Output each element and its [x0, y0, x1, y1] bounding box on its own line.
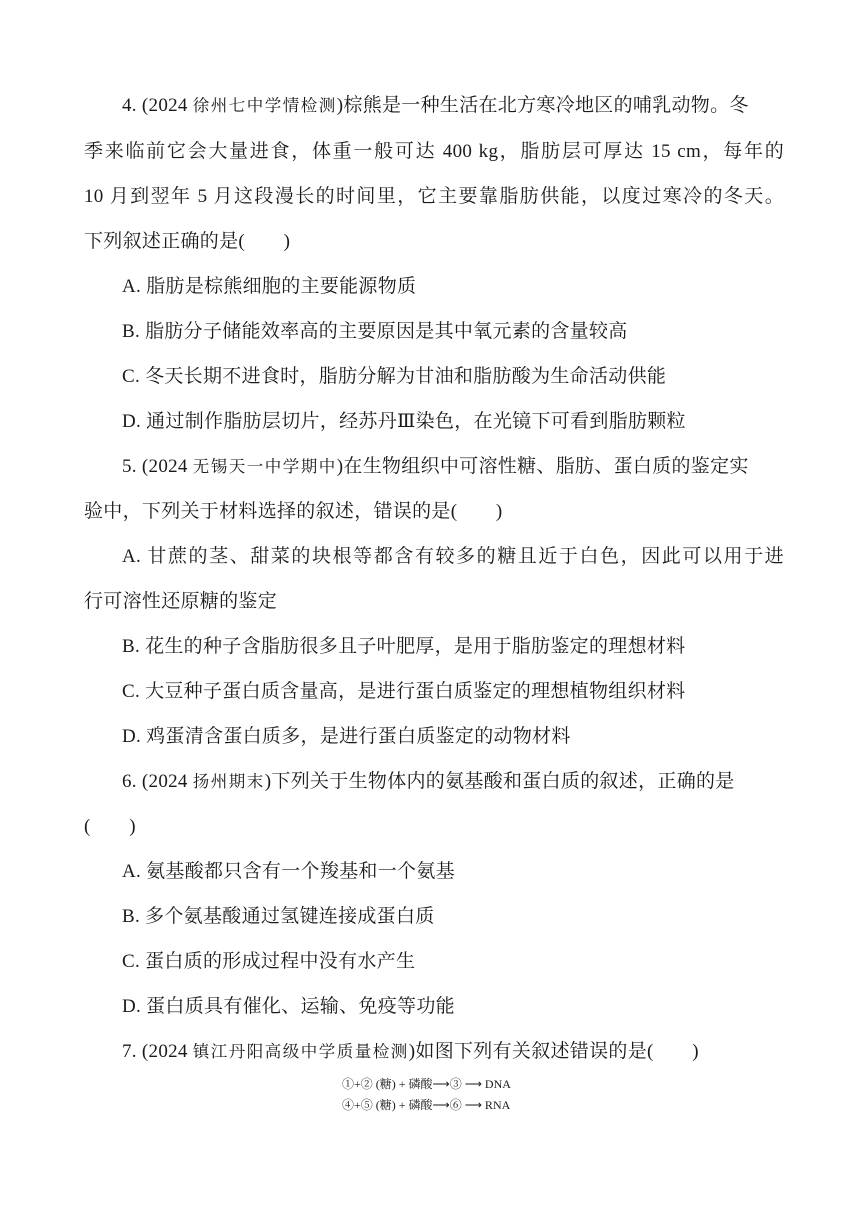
q7-stem-text: )如图下列有关叙述错误的是( ) — [408, 1041, 699, 1062]
q5-option-a-line-1: A. 甘蔗的茎、甜菜的块根等都含有较多的糖且近于白色，因此可以用于进 — [122, 546, 784, 567]
q5-option-a-line-2: 行可溶性还原糖的鉴定 — [84, 591, 278, 612]
q4-stem-line-3: 10 月到翌年 5 月这段漫长的时间里，它主要靠脂肪供能，以度过寒冷的冬天。 — [84, 186, 784, 207]
q6-option-b: B. 多个氨基酸通过氢键连接成蛋白质 — [122, 906, 435, 927]
q4-option-c: C. 冬天长期不进食时，脂肪分解为甘油和脂肪酸为生命活动供能 — [122, 366, 667, 387]
q4-stem-text: )棕熊是一种生活在北方寒冷地区的哺乳动物。冬 — [336, 95, 749, 116]
q5-stem-line-1 — [122, 453, 784, 481]
q4-option-d: D. 通过制作脂肪层切片，经苏丹Ⅲ染色，在光镜下可看到脂肪颗粒 — [122, 411, 686, 432]
q5-option-c: C. 大豆种子蛋白质含量高，是进行蛋白质鉴定的理想植物组织材料 — [122, 681, 686, 702]
q6-option-c: C. 蛋白质的形成过程中没有水产生 — [122, 951, 416, 972]
q5-option-d: D. 鸡蛋清含蛋白质多，是进行蛋白质鉴定的动物材料 — [122, 726, 571, 747]
q5-stem-line-2: 验中，下列关于材料选择的叙述，错误的是( ) — [84, 501, 503, 522]
q5-source: 无锡天一中学期中 — [192, 457, 337, 476]
q6-option-d: D. 蛋白质具有催化、运输、免疫等功能 — [122, 996, 455, 1017]
q6-number: 6. (2024 — [122, 771, 193, 792]
q6-stem-line-2: ( ) — [84, 816, 136, 837]
q4-option-a: A. 脂肪是棕熊细胞的主要能源物质 — [122, 276, 417, 297]
q6-stem-line-1 — [122, 768, 784, 796]
q4-option-b: B. 脂肪分子储能效率高的主要原因是其中氧元素的含量较高 — [122, 321, 628, 342]
q6-stem-text: )下列关于生物体内的氨基酸和蛋白质的叙述，正确的是 — [264, 771, 735, 792]
q7-source: 镇江丹阳高级中学质量检测 — [192, 1042, 409, 1061]
q5-stem-text: )在生物组织中可溶性糖、脂肪、蛋白质的鉴定实 — [336, 456, 749, 477]
q5-number: 5. (2024 — [122, 456, 193, 477]
q6-source: 扬州期末 — [192, 772, 265, 791]
q4-stem-line-1 — [122, 92, 784, 120]
q7-formula-dna: ①+② (糖) + 磷酸⟶③ ⟶ DNA — [342, 1077, 511, 1091]
q7-formula-rna: ④+⑤ (糖) + 磷酸⟶⑥ ⟶ RNA — [342, 1098, 511, 1112]
q4-stem-line-4: 下列叙述正确的是( ) — [84, 231, 291, 252]
q4-stem-line-2: 季来临前它会大量进食，体重一般可达 400 kg，脂肪层可厚达 15 cm，每年的 — [84, 141, 784, 162]
q4-source: 徐州七中学情检测 — [192, 96, 337, 115]
q6-option-a: A. 氨基酸都只含有一个羧基和一个氨基 — [122, 861, 455, 882]
q7-number: 7. (2024 — [122, 1041, 193, 1062]
q7-stem-line-1 — [122, 1038, 784, 1066]
q5-option-b: B. 花生的种子含脂肪很多且子叶肥厚，是用于脂肪鉴定的理想材料 — [122, 636, 686, 657]
q4-number: 4. (2024 — [122, 95, 193, 116]
